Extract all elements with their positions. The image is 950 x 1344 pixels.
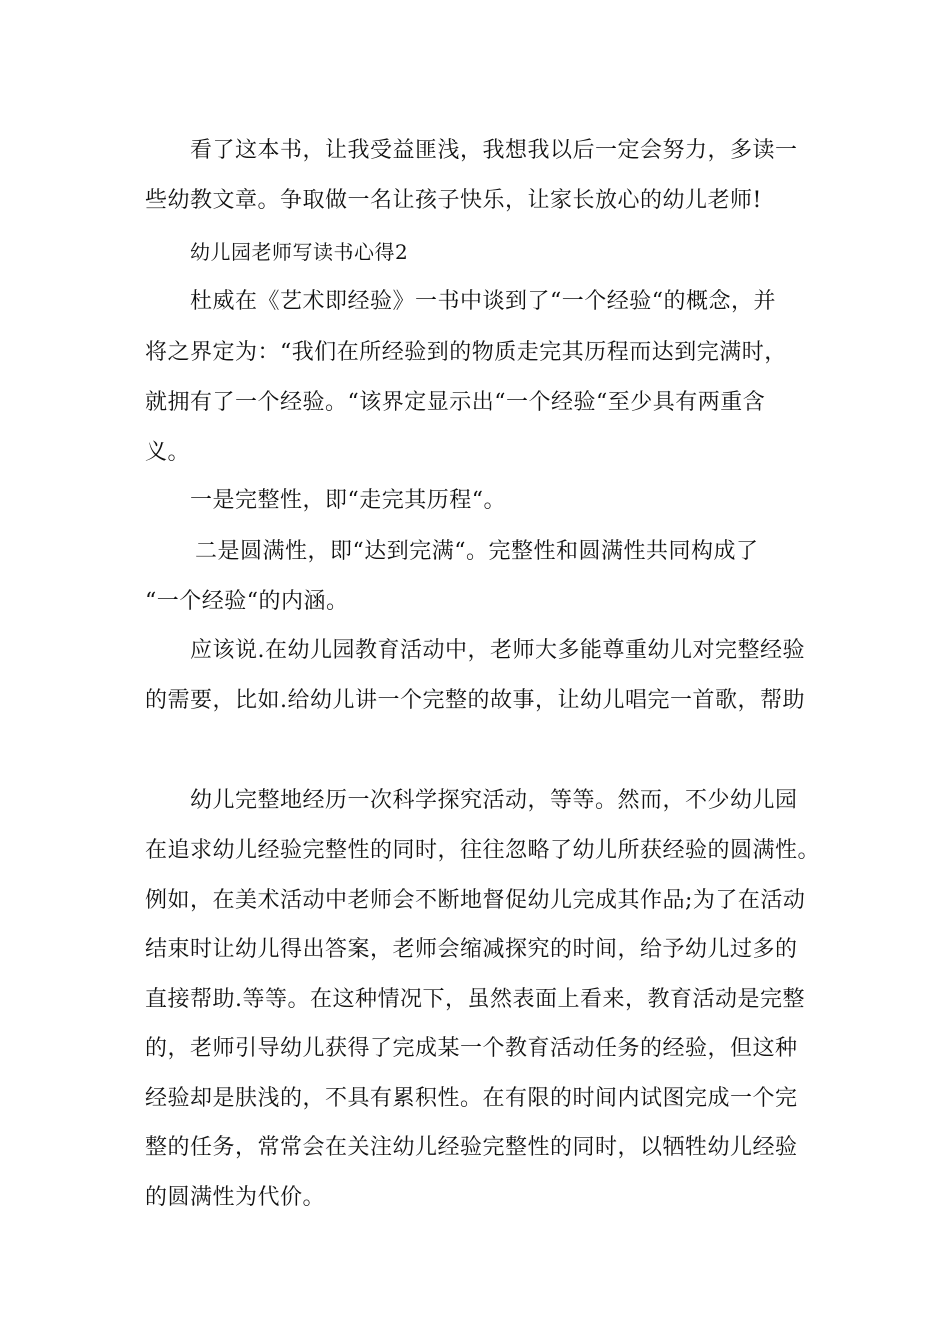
- paragraph-line: 些幼教文章。争取做一名让孩子快乐，让家长放心的幼儿老师!: [145, 188, 762, 213]
- paragraph-line: 的，老师引导幼儿获得了完成某一个教育活动任务的经验，但这种: [145, 1036, 798, 1061]
- paragraph-line: 幼儿完整地经历一次科学探究活动，等等。然而，不少幼儿园: [190, 788, 798, 813]
- paragraph-line: 直接帮助.等等。在这种情况下，虽然表面上看来，教育活动是完整: [145, 987, 805, 1012]
- paragraph-line: 的圆满性为代价。: [145, 1185, 326, 1210]
- paragraph-line: 一是完整性，即“走完其历程“。: [190, 488, 506, 513]
- paragraph-line: 结束时让幼儿得出答案，老师会缩减探究的时间，给予幼儿过多的: [145, 937, 798, 962]
- paragraph-line: 例如，在美术活动中老师会不断地督促幼儿完成其作品;为了在活动: [145, 888, 806, 913]
- paragraph-line: 经验却是肤浅的，不具有累积性。在有限的时间内试图完成一个完: [145, 1086, 798, 1111]
- paragraph-line: 将之界定为：“我们在所经验到的物质走完其历程而达到完满时，: [145, 340, 787, 365]
- section-heading: 幼儿园老师写读书心得2: [190, 240, 409, 264]
- paragraph-line: 整的任务，常常会在关注幼儿经验完整性的同时，以牺牲幼儿经验: [145, 1135, 798, 1160]
- paragraph-line: 在追求幼儿经验完整性的同时，往往忽略了幼儿所获经验的圆满性。: [145, 838, 821, 863]
- paragraph-line: 义。: [145, 440, 191, 465]
- paragraph-line: 的需要，比如.给幼儿讲一个完整的故事，让幼儿唱完一首歌，帮助: [145, 688, 805, 713]
- paragraph-line: 就拥有了一个经验。“该界定显示出“一个经验“至少具有两重含: [145, 390, 766, 415]
- paragraph-line: “一个经验“的内涵。: [145, 589, 349, 614]
- paragraph-line: 二是圆满性，即“达到完满“。完整性和圆满性共同构成了: [195, 539, 759, 564]
- paragraph-line: 应该说.在幼儿园教育活动中，老师大多能尊重幼儿对完整经验: [190, 638, 805, 663]
- paragraph-line: 看了这本书，让我受益匪浅，我想我以后一定会努力，多读一: [190, 138, 798, 163]
- paragraph-line: 杜威在《艺术即经验》一书中谈到了“一个经验“的概念，并: [190, 289, 776, 314]
